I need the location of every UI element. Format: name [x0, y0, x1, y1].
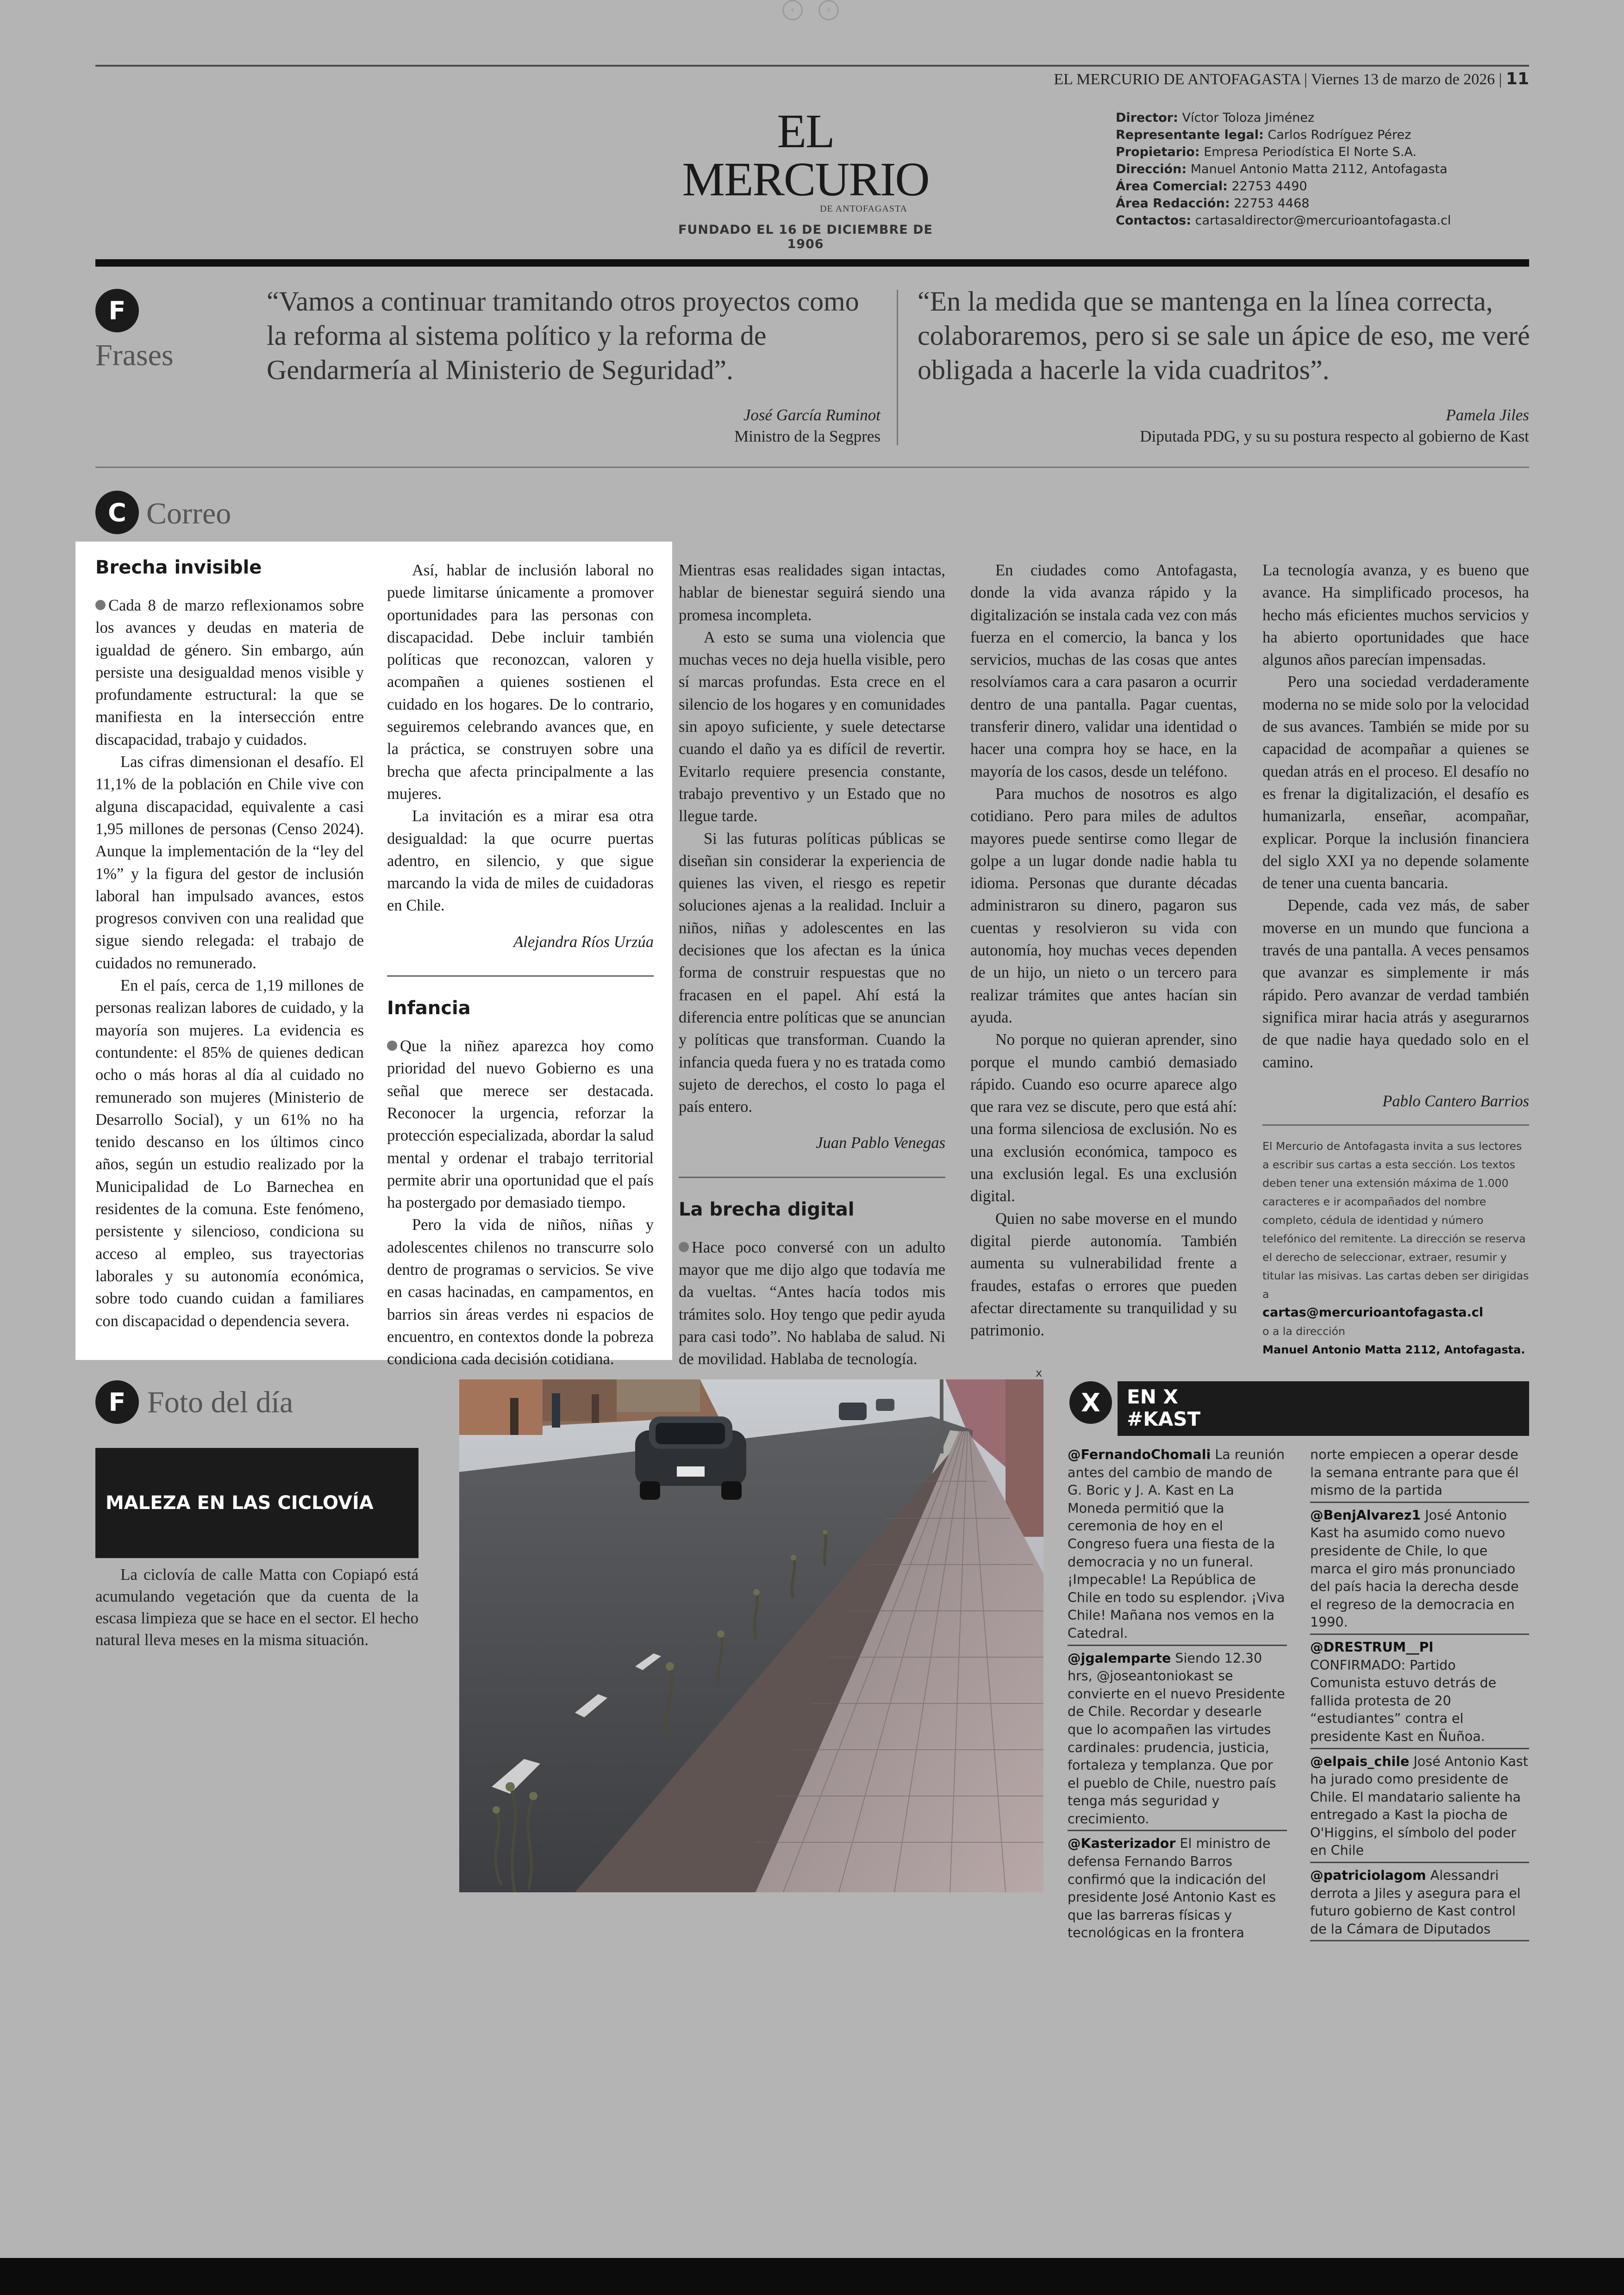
foto-label: Foto del día: [147, 1385, 294, 1419]
letter-paragraph: Hace poco conversé con un adulto mayor que me dijo algo que todavía me da vueltas. “Antes hacía todos mis trámites solo. Hoy tengo que pedir ayuda para casi todo”. No hablaba de salud. Ni de movilidad. Hablaba de tecnología.: [679, 1238, 945, 1368]
letter-paragraph: Mientras esas realidades sigan intactas, hablar de bienestar seguirá siendo una promesa incompleta.: [679, 561, 945, 624]
header-thick-rule: [95, 259, 1529, 267]
frases-label: Frases: [95, 338, 174, 372]
bullet-icon: [95, 600, 106, 610]
page-number: 11: [1505, 69, 1529, 88]
tweet-handle[interactable]: @elpais_chile: [1310, 1753, 1410, 1769]
frases-bottom-rule: [95, 467, 1529, 468]
viewer-bottom-bar: [0, 2258, 1624, 2295]
tweet: @FernandoChomali La reunión antes del cambio de mando de G. Boric y J. A. Kast en La Moneda permitió que la ceremonia de hoy en el Congreso fuera una fiesta de la democracia y no un funeral. ¡Impecable! La República de Chile en todo su esplendor. ¡Viva Chile! Mañana nos vemos en la Catedral.: [1068, 1445, 1287, 1646]
quote-1: “Vamos a continuar tramitando otros proyectos como la reforma al sistema político y la reforma de Gendarmería al Ministerio de Seguridad”.: [267, 286, 859, 385]
running-head: [1054, 69, 1529, 88]
tweet: @DRESTRUM__Pl CONFIRMADO: Partido Comunista estuvo detrás de fallida protesta de 20 “estudiantes” contra el presidente Kast en Ñuñoa.: [1310, 1638, 1529, 1749]
letter-column-3: [679, 559, 945, 1371]
bullet-icon: [387, 1041, 397, 1051]
correo-icon: C: [95, 491, 139, 534]
tweet: @jgalemparte Siendo 12.30 hrs, @joseantoniokast se convierte en el nuevo Presidente de Chile. Recordar y desearle que lo acompañen las virtudes cardinales: prudencia, justicia, fortaleza y templanza. Que por el pueblo de Chile, nuestro país tenga más seguridad y crecimiento.: [1068, 1649, 1287, 1832]
staff-line: Dirección: Manuel Antonio Matta 2112, Antofagasta: [1116, 162, 1448, 176]
tweet-handle[interactable]: @patriciolagom: [1310, 1868, 1426, 1883]
letter-paragraph: Que la niñez aparezca hoy como prioridad del nuevo Gobierno es una señal que merece ser destacada. Reconocer la urgencia, reforzar la protección especializada, abordar la salud mental y ordenar el trabajo territorial permite abrir una oportunidad que el país ha postergado por demasiado tiempo.: [387, 1037, 654, 1212]
previous-page-button[interactable]: ‹: [782, 0, 803, 20]
tweet-handle[interactable]: @BenjAlvarez1: [1310, 1507, 1421, 1523]
letters-notice: [1262, 1137, 1529, 1359]
notice-email[interactable]: cartas@mercurioantofagasta.cl: [1262, 1305, 1483, 1320]
letter-column-5: [1262, 559, 1529, 1359]
letter-brecha-invisible: [95, 556, 364, 1332]
masthead-title: EL MERCURIO: [682, 105, 929, 206]
viewer-page-nav: [782, 0, 839, 20]
letter-paragraph: A esto se suma una violencia que muchas veces no deja huella visible, pero sí marcas profundas. Esta crece en el silencio de los hogares y en comunidades sin apoyo suficiente, y suele detectarse cuando el daño ya es difícil de revertir. Evitarlo requiere presencia constante, trabajo preventivo y un Estado que no llegue tarde.: [679, 628, 945, 825]
bullet-icon: [679, 1242, 689, 1252]
tweet-continuation: norte empiecen a operar desde la semana entrante para que él mismo de la partida: [1310, 1445, 1529, 1503]
masthead-subtitle: DE ANTOFAGASTA: [820, 204, 907, 214]
tweet-handle[interactable]: @FernandoChomali: [1068, 1447, 1211, 1462]
letter-title: Brecha invisible: [95, 557, 262, 578]
notice-address: Manuel Antonio Matta 2112, Antofagasta.: [1262, 1343, 1525, 1357]
letter-paragraph: La tecnología avanza, y es bueno que avance. Ha simplificado procesos, ha hecho más eficientes muchos servicios y ha abierto oportunidades que hace algunos años parecían impensadas.: [1262, 561, 1529, 669]
staff-line: Director: Víctor Toloza Jiménez: [1116, 111, 1315, 125]
quote-2-author: [918, 405, 1529, 447]
staff-line: Representante legal: Carlos Rodríguez Pérez: [1116, 128, 1412, 142]
notice-text: El Mercurio de Antofagasta invita a sus lectores a escribir sus cartas a esta sección. Los textos deben tener una extensión máxima de 1.000 caracteres e ir acompañados del nombre completo, cédula de identidad y número telefónico del remitente. La dirección se reserva el derecho de seleccionar, extraer, resumir y titular las misivas. Las cartas deben ser dirigidas a: [1262, 1140, 1529, 1301]
letter-paragraph: En el país, cerca de 1,19 millones de personas realizan labores de cuidado, y la mayoría son mujeres. La evidencia es contundente: el 85% de quienes dedican ocho o más horas al día al cuidado no remunerado son mujeres (Ministerio de Desarrollo Social), y un 61% no ha tenido descanso en los últimos cinco años, según un estudio realizado por la Municipalidad de Lo Barnechea en residentes de la comuna. Este fenómeno, persistente y silencioso, condiciona su acceso al empleo, sus trayectorias laborales y su autonomía económica, sobre todo cuando cuidan a familiares con discapacidad o dependencia severa.: [95, 977, 364, 1330]
photo-title: MALEZA EN LAS CICLOVÍA: [95, 1448, 418, 1558]
tweet-handle[interactable]: @Kasterizador: [1068, 1836, 1176, 1852]
letter-signature: Alejandra Ríos Urzúa: [513, 933, 654, 951]
letter-paragraph: En ciudades como Antofagasta, donde la vida avanza rápido y la digitalización se instala cada vez con más fuerza en el comercio, la banca y los servicios, muchas de las cosas que antes resolvíamos cara a cara pasaron a ocurrir dentro de una pantalla. Pagar cuentas, transferir dinero, validar una identidad o hacer una compra hoy se hace, en la mayoría de los casos, desde un teléfono.: [970, 561, 1237, 780]
letter-paragraph: Si las futuras políticas públicas se diseñan sin considerar la experiencia de quienes las viven, el riesgo es repetir soluciones ajenas a la realidad. Incluir a niños, niñas y adolescentes en las decisiones que los afectan es la única forma de construir respuestas que no fracasen en el papel. Ahí está la diferencia entre políticas que se anuncian y políticas que transforman. Cuando la infancia queda fuera y no es tratada como sujeto de derechos, el costo lo paga el país entero.: [679, 829, 945, 1116]
author-2-name: Pamela Jiles: [1446, 406, 1529, 424]
letter-signature: Juan Pablo Venegas: [816, 1134, 945, 1152]
photo-caption: [95, 1564, 418, 1651]
masthead: [676, 107, 935, 251]
frases-divider: [897, 290, 898, 445]
bike-lane-photo-illustration: [459, 1379, 1043, 1892]
letter-paragraph: Así, hablar de inclusión laboral no puede limitarse únicamente a promover oportunidades para las personas con discapacidad. Debe incluir también políticas que reconozcan, valoren y acompañen a quienes sostienen el cuidado en los hogares. De lo contrario, seguiremos celebrando avances que, en la práctica, se construyen sobre una brecha que afecta principalmente a las mujeres.: [387, 561, 654, 803]
letter-paragraph: Cada 8 de marzo reflexionamos sobre los avances y deudas en materia de igualdad de género. Sin embargo, aún persiste una desigualdad menos visible y profundamente estructural: la que se manifiesta en la intersección entre discapacidad, trabajo y cuidados.: [95, 597, 364, 748]
frases-icon: F: [95, 289, 139, 332]
founded-line: FUNDADO EL 16 DE DICIEMBRE DE 1906: [678, 223, 933, 251]
tweet-handle[interactable]: @DRESTRUM__Pl: [1310, 1639, 1434, 1655]
tweets-right-column: [1310, 1445, 1529, 1944]
running-head-text: EL MERCURIO DE ANTOFAGASTA | Viernes 13 de marzo de 2026 |: [1054, 71, 1502, 88]
en-x-title-line2: #KAST: [1127, 1408, 1201, 1430]
letter-title: Infancia: [387, 998, 471, 1019]
letter-paragraph: Pero la vida de niños, niñas y adolescentes chilenos no transcurre solo dentro de programas o servicios. Se vive en casas hacinadas, en campamentos, en barrios sin áreas verdes ni espacios de encuentro, en contextos donde la pobreza condiciona cada decisión cotidiana.: [387, 1216, 654, 1368]
next-page-button[interactable]: ›: [818, 0, 839, 20]
tweet: @Kasterizador El ministro de defensa Fernando Barros confirmó que la indicación del presidente José Antonio Kast es que las barreras físicas y tecnológicas en la frontera: [1068, 1836, 1276, 1941]
quote-1-author: [267, 405, 881, 447]
en-x-title-line1: EN X: [1127, 1385, 1178, 1408]
letter-title: La brecha digital: [679, 1198, 855, 1220]
correo-label: Correo: [146, 497, 231, 530]
quote-2: “En la medida que se mantenga en la línea correcta, colaboraremos, pero si se sale un ápice de eso, me veré obligada a hacerle la vida cuadritos”.: [918, 286, 1530, 385]
letter-paragraph: Depende, cada vez más, de saber moverse en un mundo que funciona a través de una pantalla. A veces pensamos que avanzar es simplemente ir más rápido. Pero avanzar de verdad también significa mirar hacia atrás y asegurarnos de que nadie haya quedado solo en el camino.: [1262, 897, 1529, 1071]
tweet: @patriciolagom Alessandri derrota a Jiles y asegura para el futuro gobierno de Kast control de la Cámara de Diputados: [1310, 1866, 1529, 1941]
author-1-name: José García Ruminot: [743, 406, 881, 424]
tweet: @elpais_chile José Antonio Kast ha jurado como presidente de Chile. El mandatario saliente ha entregado a Kast la piocha de O'Higgins, el símbolo del poder en Chile: [1310, 1752, 1529, 1864]
staff-box: [1116, 109, 1451, 229]
letter-paragraph: Pero una sociedad verdaderamente moderna no se mide solo por la velocidad de sus avances. También se mide por su capacidad de acompañar a quienes se quedan atrás en el proceso. El desafío no es frenar la digitalización, el desafío es humanizarla, enseñar, acompañar, explicar. Porque la inclusión financiera del siglo XXI ya no depende solamente de tener una cuenta bancaria.: [1262, 673, 1529, 892]
letter-paragraph: La invitación es a mirar esa otra desigualdad: la que ocurre puertas adentro, en silencio, y que sigue marcando la vida de miles de cuidadoras en Chile.: [387, 807, 654, 915]
letter-paragraph: Quien no sabe moverse en el mundo digital pierde autonomía. También aumenta su vulnerabilidad frente a fraudes, estafas o errores que pueden afectar directamente su tranquilidad y su patrimonio.: [970, 1210, 1237, 1340]
notice-separator: [1262, 1124, 1529, 1126]
staff-line[interactable]: Contactos: cartasaldirector@mercurioantofagasta.cl: [1116, 213, 1451, 228]
letter-column-4: [970, 559, 1237, 1341]
author-2-role: Diputada PDG, y su su postura respecto al gobierno de Kast: [1140, 427, 1529, 445]
tweet-handle[interactable]: @jgalemparte: [1068, 1650, 1171, 1666]
tweet: @BenjAlvarez1 José Antonio Kast ha asumido como nuevo presidente de Chile, lo que marca el giro más pronunciado del país hacia la derecha desde el regreso de la democracia en 1990.: [1310, 1506, 1529, 1635]
letter-paragraph: Las cifras dimensionan el desafío. El 11,1% de la población en Chile vive con alguna discapacidad, equivalente a casi 1,95 millones de personas (Censo 2024). Aunque la implementación de la “ley del 1%” y la figura del gestor de inclusión laboral han impulsado avances, estos progresos conviven con una realidad que sigue siendo relegada: el trabajo de cuidados no remunerado.: [95, 753, 364, 972]
photo-caption-text: La ciclovía de calle Matta con Copiapó está acumulando vegetación que da cuenta de la escasa limpieza que se hace en el sector. El hecho natural lleva meses en la misma situación.: [95, 1565, 418, 1649]
staff-line: Propietario: Empresa Periodística El Norte S.A.: [1116, 145, 1417, 159]
staff-line: Área Comercial: 22753 4490: [1116, 179, 1307, 193]
letter-paragraph: No porque no quieran aprender, sino porque el mundo cambió demasiado rápido. Cuando eso ocurre aparece algo que rara vez se discute, pero que está ahí: una forma silenciosa de exclusión. No es una exclusión económica, tampoco es una exclusión legal. Es una exclusión digital.: [970, 1031, 1237, 1205]
staff-line: Área Redacción: 22753 4468: [1116, 196, 1310, 211]
foto-icon: F: [95, 1380, 139, 1424]
photo-cycle-lane: [459, 1379, 1043, 1892]
tweets-left-column: [1068, 1445, 1287, 1947]
letter-separator: [387, 975, 654, 977]
close-icon[interactable]: x: [1036, 1366, 1043, 1379]
letter-signature: Pablo Cantero Barrios: [1382, 1092, 1529, 1110]
en-x-header: [1118, 1381, 1529, 1436]
letter-separator: [679, 1177, 945, 1178]
x-logo-icon: X: [1069, 1381, 1112, 1424]
letter-paragraph: Para muchos de nosotros es algo cotidiano. Pero para miles de adultos mayores puede sentirse como llegar de golpe a un lugar donde nadie habla tu idioma. Personas que durante décadas administraron su dinero, pagaron sus cuentas y resolvieron su vida con autonomía, hoy muchas veces dependen de un hijo, un nieto o un tercero para realizar trámites que antes hacían sin ayuda.: [970, 785, 1237, 1026]
notice-or: o a la dirección: [1262, 1325, 1345, 1338]
letter-column-2: [387, 559, 654, 1371]
author-1-role: Ministro de la Segpres: [734, 427, 881, 445]
top-rule: [95, 65, 1529, 67]
